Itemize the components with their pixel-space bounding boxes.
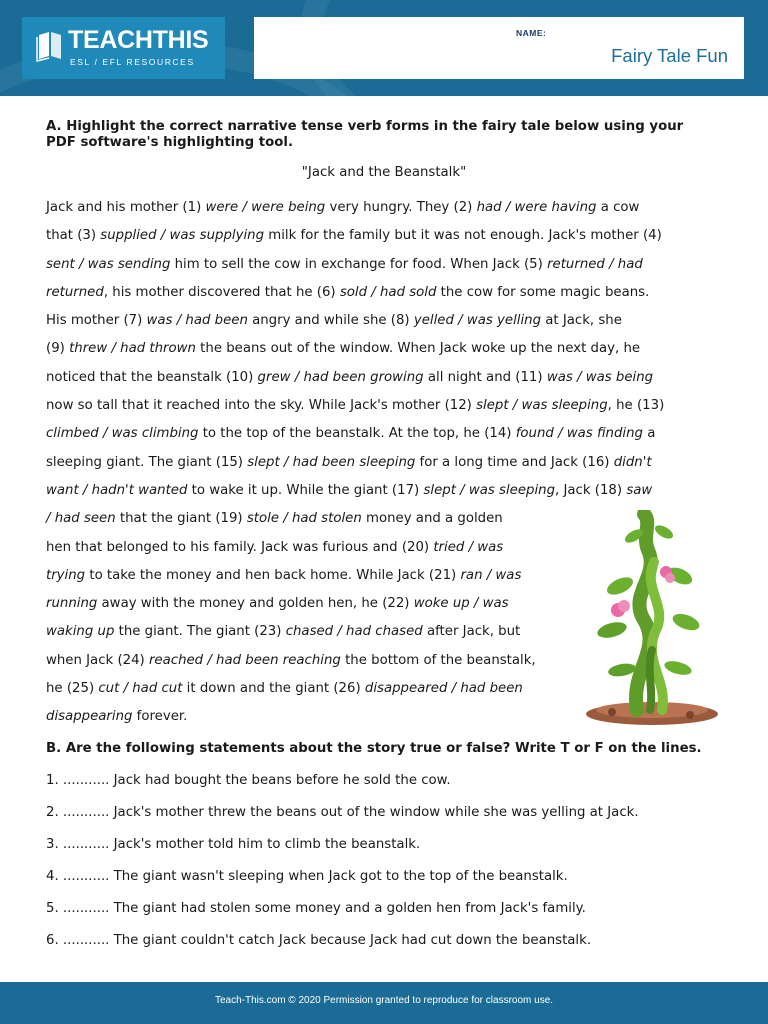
story-line <box>46 222 722 250</box>
story-fragment: , Jack (18) <box>555 482 627 498</box>
footer-copyright: Teach-This.com © 2020 Permission granted to reproduce for classroom use. <box>214 995 554 1006</box>
verb-choice[interactable]: returned <box>46 284 104 300</box>
story-fragment: that the giant (19) <box>115 511 247 527</box>
verb-choice[interactable]: slept / was sleeping <box>423 482 556 498</box>
instruction-line-2: PDF software's highlighting tool. <box>46 135 294 150</box>
logo-tagline: ESL / EFL RESOURCES <box>70 57 195 67</box>
verb-choice[interactable]: found / was finding <box>515 426 643 442</box>
true-false-question[interactable]: 5. ........... The giant had stolen some money and a golden hen from Jack's family. <box>46 901 586 916</box>
verb-choice[interactable]: stole / had stolen <box>246 511 362 527</box>
page-footer <box>0 982 768 1024</box>
name-label: NAME: <box>516 28 547 38</box>
verb-choice[interactable]: disappeared / had been <box>364 681 523 697</box>
verb-choice[interactable]: woke up / was <box>413 596 509 612</box>
beanstalk-illustration <box>582 510 722 728</box>
story-line <box>46 477 722 505</box>
story-fragment: the giant. The giant (23) <box>114 624 286 640</box>
story-line <box>46 590 576 618</box>
story-fragment: to the top of the beanstalk. At the top, he (14) <box>198 426 516 442</box>
verb-choice[interactable]: want / hadn't wanted <box>46 482 188 498</box>
story-fragment: it down and the giant (26) <box>182 681 365 697</box>
section-b-instruction: B. Are the following statements about the story true or false? Write T or F on the lines. <box>46 741 702 756</box>
story-fragment: all night and (11) <box>423 369 547 385</box>
instruction-line-1: A. Highlight the correct narrative tense verb forms in the fairy tale below using your <box>46 119 684 134</box>
story-line <box>46 703 576 731</box>
story-line <box>46 562 576 590</box>
page-header <box>0 0 768 96</box>
story-fragment: milk for the family but it was not enough. Jack's mother (4) <box>264 228 662 244</box>
story-fragment: for a long time and Jack (16) <box>415 454 614 470</box>
verb-choice[interactable]: didn't <box>613 454 652 470</box>
story-line <box>46 675 576 703</box>
story-fragment: when Jack (24) <box>46 652 149 668</box>
story-fragment: forever. <box>132 709 188 725</box>
logo-wordmark: TEACHTHIS <box>68 26 209 54</box>
story-line <box>46 392 722 420</box>
verb-choice[interactable]: saw <box>626 482 653 498</box>
true-false-question[interactable]: 2. ........... Jack's mother threw the beans out of the window while she was yelling at Jack. <box>46 805 639 820</box>
story-line <box>46 505 576 533</box>
verb-choice[interactable]: returned / had <box>547 256 643 272</box>
story-fragment: very hungry. They (2) <box>325 200 477 215</box>
verb-choice[interactable]: reached / had been reaching <box>148 652 341 668</box>
verb-choice[interactable]: sent / was sending <box>46 256 171 272</box>
story-fragment: the bottom of the beanstalk, <box>340 652 536 668</box>
verb-choice[interactable]: slept / was sleeping <box>476 398 608 414</box>
verb-choice[interactable]: had / were having <box>476 200 597 215</box>
verb-choice[interactable]: / had seen <box>46 511 116 527</box>
verb-choice[interactable]: running <box>46 596 98 612</box>
verb-choice[interactable]: were / were being <box>205 200 326 215</box>
story-fragment: after Jack, but <box>422 624 521 640</box>
true-false-question[interactable]: 6. ........... The giant couldn't catch Jack because Jack had cut down the beanstalk. <box>46 933 592 948</box>
verb-choice[interactable]: ran / was <box>460 567 522 583</box>
story-fragment: that (3) <box>46 228 101 244</box>
story-fragment: , his mother discovered that he (6) <box>103 284 340 300</box>
story-fragment: at Jack, she <box>541 313 622 329</box>
story-fragment: His mother (7) <box>46 313 147 329</box>
story-line <box>46 251 722 279</box>
story-fragment: Jack and his mother (1) <box>46 200 206 215</box>
verb-choice[interactable]: slept / had been sleeping <box>247 454 416 470</box>
book-icon <box>35 29 65 63</box>
true-false-question[interactable]: 3. ........... Jack's mother told him to climb the beanstalk. <box>46 837 421 852</box>
story-fragment: sleeping giant. The giant (15) <box>46 454 248 470</box>
verb-choice[interactable]: trying <box>46 567 86 583</box>
verb-choice[interactable]: waking up <box>46 624 115 640</box>
story-fragment: him to sell the cow in exchange for food. When Jack (5) <box>170 256 548 272</box>
story-line <box>46 618 576 646</box>
verb-choice[interactable]: was / was being <box>546 369 654 385</box>
verb-choice[interactable]: cut / had cut <box>98 681 183 697</box>
story-fragment: noticed that the beanstalk (10) <box>46 369 258 385</box>
story-fragment: now so tall that it reached into the sky. While Jack's mother (12) <box>46 398 477 414</box>
name-field[interactable] <box>254 17 744 79</box>
worksheet-title: Fairy Tale Fun <box>611 45 728 66</box>
story-fragment: the cow for some magic beans. <box>436 284 650 300</box>
story-line <box>46 364 722 392</box>
story-line <box>46 307 722 335</box>
teachthis-logo <box>22 17 225 79</box>
true-false-question[interactable]: 1. ........... Jack had bought the beans before he sold the cow. <box>46 773 451 788</box>
story-fragment: to wake it up. While the giant (17) <box>187 482 424 498</box>
story-fragment: angry and while she (8) <box>247 313 414 329</box>
story-fragment: (9) <box>46 341 70 357</box>
story-fragment: he (25) <box>46 681 99 697</box>
story-fragment: a cow <box>596 200 640 215</box>
story-line <box>46 335 722 363</box>
section-a-instruction <box>46 119 722 151</box>
verb-choice[interactable]: yelled / was yelling <box>413 313 542 329</box>
verb-choice[interactable]: supplied / was supplying <box>100 228 265 244</box>
verb-choice[interactable]: climbed / was climbing <box>46 426 199 442</box>
verb-choice[interactable]: disappearing <box>46 709 133 725</box>
true-false-question[interactable]: 4. ........... The giant wasn't sleeping when Jack got to the top of the beanstalk. <box>46 869 568 884</box>
story-fragment: the beans out of the window. When Jack woke up the next day, he <box>195 341 641 357</box>
story-fragment: hen that belonged to his family. Jack was furious and (20) <box>46 539 434 555</box>
story-line <box>46 534 576 562</box>
story-title: "Jack and the Beanstalk" <box>301 165 467 180</box>
verb-choice[interactable]: sold / had sold <box>339 284 437 300</box>
story-line <box>46 194 722 222</box>
story-fragment: money and a golden <box>361 511 503 527</box>
story-fragment: to take the money and hen back home. While Jack (21) <box>85 567 461 583</box>
verb-choice[interactable]: was / had been <box>146 313 248 329</box>
story-fragment: away with the money and golden hen, he (22) <box>97 596 414 612</box>
verb-choice[interactable]: threw / had thrown <box>69 341 196 357</box>
story-line <box>46 279 722 307</box>
verb-choice[interactable]: grew / had been growing <box>257 369 424 385</box>
verb-choice[interactable]: chased / had chased <box>285 624 423 640</box>
story-fragment: a <box>642 426 656 442</box>
story-line <box>46 420 722 448</box>
story-line <box>46 449 722 477</box>
story-line <box>46 647 576 675</box>
verb-choice[interactable]: tried / was <box>433 539 504 555</box>
story-fragment: , he (13) <box>607 398 665 414</box>
